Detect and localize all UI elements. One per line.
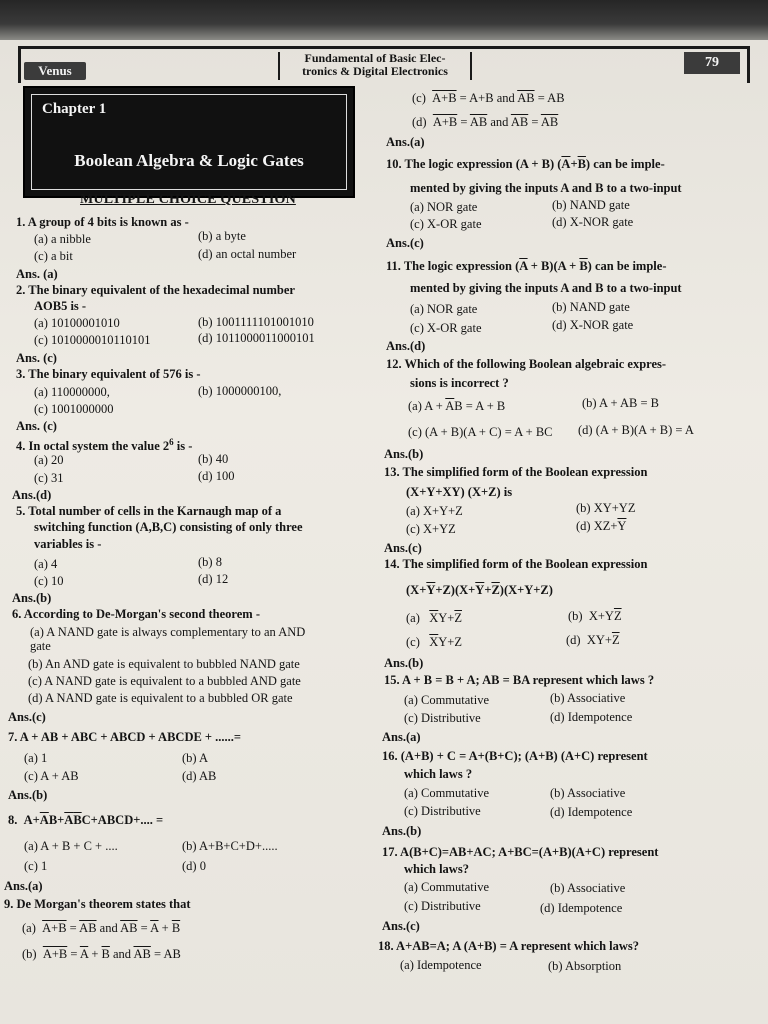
option-cont: gate	[30, 639, 51, 653]
text: +Z)(X+	[435, 583, 476, 597]
q11-tail: ) can be imple-	[587, 259, 667, 273]
question-14-expr	[406, 582, 553, 598]
option: (a) A NAND gate is always complementary to an AND	[30, 625, 306, 639]
text: +	[158, 921, 172, 935]
answer: Ans.(d)	[386, 339, 426, 353]
text: +	[88, 947, 102, 961]
question-10	[386, 156, 665, 172]
answer: Ans.(b)	[12, 591, 52, 605]
option: (b) An AND gate is equivalent to bubbled NAND gate	[28, 657, 300, 671]
option	[406, 610, 462, 626]
option	[568, 608, 622, 624]
text: +	[484, 583, 492, 597]
option: (a) A + B + C + ....	[24, 839, 118, 853]
answer: Ans. (a)	[16, 267, 58, 281]
text: Y+Z	[438, 635, 462, 649]
question-14: 14. The simplified form of the Boolean expression	[384, 557, 648, 571]
q4-text: 4. In octal system the value 2	[16, 439, 170, 454]
text: + B)(A +	[527, 259, 580, 273]
bar-term: $\overline{Y}$	[617, 519, 627, 533]
bar-term: $\overline{Z}$	[613, 609, 622, 623]
option: (b) Associative	[550, 786, 626, 800]
option: (b) Associative	[550, 691, 626, 705]
bar-term: $\overline{B}$	[577, 157, 586, 171]
opt-label: (b)	[568, 609, 583, 623]
question-5-cont: switching function (A,B,C) consisting of only three	[34, 520, 303, 534]
q10-text: 10. The logic expression (A + B) (	[386, 157, 562, 171]
bar-term: $\overline{Z}$	[491, 583, 500, 597]
chapter-title: Boolean Algebra & Logic Gates	[74, 151, 304, 170]
bar-term: $\overline{X}$	[429, 611, 439, 625]
option: (a) Commutative	[404, 880, 490, 894]
text: =	[67, 947, 80, 961]
question-7: 7. A + AB + ABC + ABCD + ABCDE + ......=	[8, 730, 242, 744]
opt-label: (a)	[406, 611, 420, 625]
option: (c) Distributive	[404, 899, 481, 913]
answer: Ans.(a)	[386, 135, 425, 149]
q8-text: C+ABCD+.... =	[81, 813, 164, 827]
question-8	[8, 812, 163, 828]
option	[576, 518, 626, 534]
option: (d) X-NOR gate	[552, 318, 634, 332]
option: (d) 100	[198, 469, 235, 483]
option: (b) 8	[198, 555, 222, 569]
running-header-line1: Fundamental of Basic Elec-	[304, 51, 446, 65]
question-9: 9. De Morgan's theorem states that	[4, 897, 191, 911]
bar-term: A+B	[42, 921, 67, 935]
option: (d) A NAND gate is equivalent to a bubbled OR gate	[28, 691, 293, 705]
text: and	[109, 947, 134, 961]
text: = AB	[534, 91, 565, 105]
question-15: 15. A + B = B + A; AB = BA represent which laws ?	[384, 673, 655, 687]
option: (a) X+Y+Z	[406, 504, 463, 518]
text: (X+	[406, 583, 427, 597]
option: (b) A+B+C+D+.....	[182, 839, 278, 853]
option	[22, 946, 181, 962]
question-16-cont: which laws ?	[404, 767, 473, 781]
running-header	[278, 52, 472, 80]
text: =	[457, 115, 470, 129]
option: (a) a nibble	[34, 232, 91, 246]
option	[566, 632, 620, 648]
question-17-cont: which laws?	[404, 862, 469, 876]
bar-term: $\overline{Z}$	[454, 611, 462, 625]
q8-number: 8.	[8, 813, 18, 827]
option: (c) Distributive	[404, 711, 481, 725]
text: AB	[163, 947, 181, 961]
option: (b) A	[182, 751, 209, 765]
option: (c) 1010000010110101	[34, 333, 151, 347]
question-2-cont: AOB5 is -	[34, 299, 87, 313]
question-5: 5. Total number of cells in the Karnaugh map of a	[16, 504, 282, 518]
question-11	[386, 258, 666, 274]
text: XY+	[586, 633, 612, 647]
answer: Ans.(b)	[384, 447, 424, 461]
answer: Ans.(a)	[4, 879, 43, 893]
q11-text: 11. The logic expression (	[386, 259, 520, 273]
opt-label: (c)	[406, 635, 420, 649]
page-number: 79	[684, 52, 740, 74]
chapter-banner	[23, 86, 355, 198]
option: (b) a byte	[198, 229, 246, 243]
option: (a) Commutative	[404, 693, 490, 707]
q8-bar-term: $\overline{A}$	[39, 813, 49, 827]
bar-term: $\overline{B}$	[171, 921, 181, 935]
text: and	[96, 921, 121, 935]
chapter-label: Chapter 1	[42, 101, 107, 117]
bar-term: $\overline{A}$	[561, 157, 571, 171]
option: (a) Commutative	[404, 786, 490, 800]
bar-term: $\overline{A}$	[445, 399, 455, 413]
option: (d) an octal number	[198, 247, 297, 261]
option: (b) 1001111101001010	[198, 315, 314, 329]
option: (a) 10100001010	[34, 316, 120, 330]
page-top-shadow	[0, 0, 768, 40]
question-12: 12. Which of the following Boolean algebraic expres-	[386, 357, 667, 371]
opt-label: (a)	[22, 921, 36, 935]
option: (d) X-NOR gate	[552, 215, 634, 229]
text: =	[150, 947, 164, 961]
question-2: 2. The binary equivalent of the hexadecimal number	[16, 283, 295, 297]
q8-bar-term: $\overline{B}$	[73, 813, 82, 827]
answer: Ans. (c)	[16, 419, 57, 433]
option	[412, 90, 565, 106]
option: (b) 1000000100,	[198, 384, 282, 398]
option: (a) NOR gate	[410, 200, 478, 214]
option: (c) (A + B)(A + C) = A + BC	[408, 425, 553, 439]
opt-label: (b)	[22, 947, 37, 961]
bar-term: $\overline{AB}$	[540, 115, 559, 129]
answer: Ans.(a)	[382, 730, 421, 744]
option: (b) NAND gate	[552, 198, 630, 212]
option: (a) 4	[34, 557, 58, 571]
option: (d) Idempotence	[540, 901, 623, 915]
q8-text: A+	[23, 813, 40, 827]
question-10-cont: mented by giving the inputs A and B to a two-input	[410, 181, 682, 195]
option: (c) 10	[34, 574, 64, 588]
q4-tail: is -	[173, 439, 193, 454]
q8-bar-term: $\overline{A}$	[64, 813, 74, 827]
opt-label: (d)	[412, 115, 427, 129]
text: = A+B and	[456, 91, 518, 105]
option: (a) Idempotence	[400, 958, 482, 972]
option: (d) Idempotence	[550, 710, 633, 724]
option: (b) Absorption	[548, 959, 622, 973]
text: Y+	[438, 611, 455, 625]
option	[406, 634, 462, 650]
opt-label: (d)	[566, 633, 581, 647]
bar-term: $\overline{Z}$	[611, 633, 620, 647]
text: )(X+Y+Z)	[499, 583, 553, 597]
bar-term: $\overline{X}$	[429, 635, 439, 649]
option: (d) Idempotence	[550, 805, 633, 819]
answer: Ans.(c)	[8, 710, 46, 724]
question-6: 6. According to De-Morgan's second theorem -	[12, 607, 260, 621]
bar-term: $\overline{AB}$	[79, 921, 97, 935]
option: (c) 1	[24, 859, 48, 873]
text: =	[66, 921, 80, 935]
running-header-line2: tronics & Digital Electronics	[302, 64, 448, 78]
text: =	[528, 115, 541, 129]
bar-term: $\overline{AB}$	[120, 921, 138, 935]
option: (c) A + AB	[24, 769, 79, 783]
option: (a) 110000000,	[34, 385, 110, 399]
option: (d) (A + B)(A + B) = A	[578, 423, 694, 437]
section-title: MULTIPLE CHOICE QUESTION	[80, 192, 296, 207]
option: (c) 1001000000	[34, 402, 114, 416]
question-5-cont: variables is -	[34, 537, 102, 551]
text: (a) A +	[408, 399, 446, 413]
option	[408, 398, 505, 414]
question-12-cont: sions is incorrect ?	[410, 376, 509, 390]
bar-term: $\overline{A}$	[519, 259, 528, 273]
bar-term: A+B	[432, 115, 458, 129]
chapter-banner-border	[31, 94, 347, 190]
q10-tail: ) can be imple-	[585, 157, 665, 171]
option: (d) AB	[182, 769, 217, 783]
question-18: 18. A+AB=A; A (A+B) = A represent which laws?	[378, 939, 640, 953]
text: and	[487, 115, 511, 129]
text: B = A + B	[454, 399, 506, 413]
option	[22, 920, 180, 936]
option: (c) 31	[34, 471, 64, 485]
bar-term: $\overline{AB}$	[469, 115, 488, 129]
answer: Ans.(b)	[382, 824, 422, 838]
option: (d) 0	[182, 859, 206, 873]
question-11-cont: mented by giving the inputs A and B to a two-input	[410, 281, 682, 295]
opt-label: (c)	[412, 91, 426, 105]
answer: Ans.(c)	[384, 541, 422, 555]
bar-term: $\overline{Y}$	[475, 583, 485, 597]
question-1: 1. A group of 4 bits is known as -	[16, 215, 189, 229]
option: (b) Associative	[550, 881, 626, 895]
bar-term: $\overline{A}$	[150, 921, 159, 935]
bar-term: $\overline{AB}$	[133, 947, 151, 961]
answer: Ans.(c)	[382, 919, 420, 933]
bar-term: $\overline{B}$	[101, 947, 110, 961]
option: (c) a bit	[34, 249, 73, 263]
option: (c) Distributive	[404, 804, 481, 818]
bar-term: $\overline{A}$	[79, 947, 89, 961]
option: (c) X-OR gate	[410, 217, 482, 231]
q8-text: B+	[48, 813, 65, 827]
bar-term: $\overline{Y}$	[426, 583, 436, 597]
option: (b) XY+YZ	[576, 501, 636, 515]
answer: Ans.(d)	[12, 488, 52, 502]
option: (b) 40	[198, 452, 229, 466]
question-13: 13. The simplified form of the Boolean expression	[384, 465, 648, 479]
question-13-cont: (X+Y+XY) (X+Z) is	[406, 485, 513, 499]
option: (c) A NAND gate is equivalent to a bubbled AND gate	[28, 674, 301, 688]
answer: Ans.(c)	[386, 236, 424, 250]
question-17: 17. A(B+C)=AB+AC; A+BC=(A+B)(A+C) represent	[382, 845, 659, 859]
question-16: 16. (A+B) + C = A+(B+C); (A+B) (A+C) represent	[382, 749, 648, 763]
option: (d) 1011000011000101	[198, 331, 315, 345]
q4-exponent: 6	[169, 437, 174, 447]
option: (b) NAND gate	[552, 300, 630, 314]
text: X+Y	[588, 609, 614, 623]
bar-term: A+B	[42, 947, 68, 961]
option: (d) 12	[198, 572, 229, 586]
option: (c) X-OR gate	[410, 321, 482, 335]
publisher-badge: Venus	[24, 62, 86, 80]
bar-term: $\overline{AB}$	[510, 115, 529, 129]
question-3: 3. The binary equivalent of 576 is -	[16, 367, 201, 381]
option: (a) NOR gate	[410, 302, 478, 316]
bar-term: $\overline{B}$	[579, 259, 588, 273]
bar-term: A+B	[432, 91, 457, 105]
option: (c) X+YZ	[406, 522, 456, 536]
option: (a) 20	[34, 453, 64, 467]
option: (a) 1	[24, 751, 48, 765]
option	[412, 114, 558, 130]
text: +	[570, 157, 578, 171]
answer: Ans.(b)	[384, 656, 424, 670]
text: (d) XZ+	[576, 519, 618, 533]
bar-term: $\overline{AB}$	[517, 91, 535, 105]
answer: Ans.(b)	[8, 788, 48, 802]
answer: Ans. (c)	[16, 351, 57, 365]
option: (b) A + AB = B	[582, 396, 659, 410]
text: =	[137, 921, 151, 935]
